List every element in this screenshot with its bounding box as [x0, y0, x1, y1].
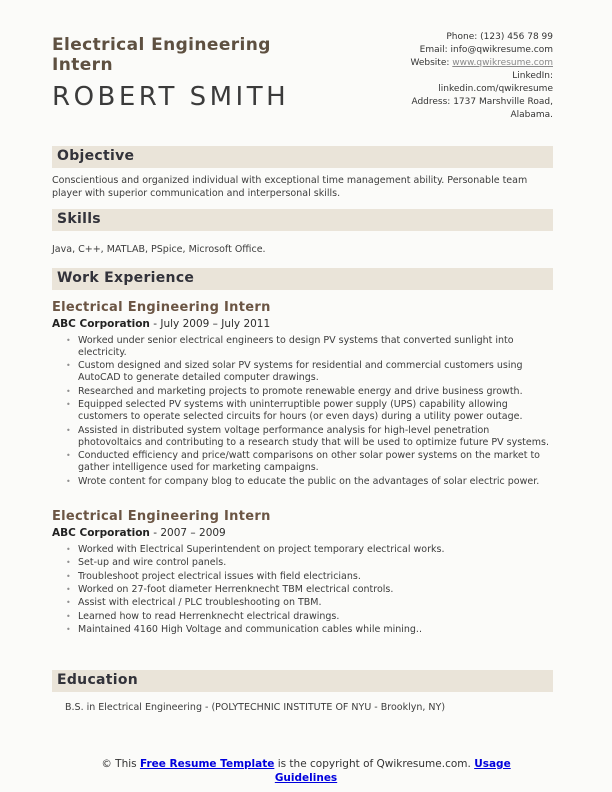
list-item: • Worked on 27-foot diameter Herrenknecht TBM electrical controls. [65, 584, 553, 596]
skills-text: Java, C++, MATLAB, PSpice, Microsoft Office. [52, 244, 266, 255]
header-left [52, 31, 327, 122]
objective-text: Conscientious and organized individual with exceptional time management ability. Personable team player with superior communication and interpersonal skills. [52, 175, 528, 199]
section-heading-skills: Skills [52, 209, 553, 231]
footer-middle: is the copyright of Qwikresume.com. [274, 758, 475, 770]
candidate-name: ROBERT SMITH [52, 82, 290, 112]
usage-guidelines-link[interactable]: Usage Guidelines [274, 758, 511, 784]
job1-company: ABC Corporation [52, 317, 150, 330]
job1-bullet-list [65, 335, 553, 489]
job1-title: Electrical Engineering Intern [52, 299, 271, 315]
footer-copyright [81, 757, 531, 785]
job2-company-line [52, 527, 553, 539]
list-item: • Worked with Electrical Superintendent on project temporary electrical works. [65, 544, 553, 556]
job2-bullet-list [65, 544, 553, 636]
job1-dates: - July 2009 – July 2011 [153, 317, 271, 330]
list-item: • Set-up and wire control panels. [65, 557, 553, 569]
list-item: • Researched and marketing projects to promote renewable energy and drive business growth. [65, 386, 553, 398]
job2-dates: - 2007 – 2009 [153, 527, 226, 540]
list-item: • Equipped selected PV systems with uninterruptible power supply (UPS) capability allowing customers to operate selected circuits for hours (or even days) during a utility power outage. [65, 399, 553, 424]
contact-email: Email: info@qwikresume.com [419, 45, 553, 55]
contact-website-label: Website: [410, 58, 453, 68]
contact-address-line2: Alabama. [510, 110, 553, 120]
list-item: • Conducted efficiency and price/watt comparisons on other solar power systems on the market to gather intelligence used for marketing campaigns. [65, 450, 553, 475]
list-item: • Custom designed and sized solar PV systems for residential and commercial customers using AutoCAD to generate detailed computer drawings. [65, 360, 553, 385]
job1-company-line [52, 318, 553, 330]
footer-prefix: © This [101, 758, 140, 770]
list-item: • Assist with electrical / PLC troubleshooting on TBM. [65, 597, 553, 609]
contact-block [327, 31, 553, 122]
section-heading-objective: Objective [52, 146, 553, 168]
section-heading-education: Education [52, 670, 553, 692]
list-item: • Worked under senior electrical engineers to design PV systems that converted sunlight into electricity. [65, 335, 553, 360]
job2-company: ABC Corporation [52, 527, 150, 540]
contact-website [327, 57, 553, 70]
contact-address-line1: Address: 1737 Marshville Road, [411, 97, 553, 107]
contact-phone: Phone: (123) 456 78 99 [446, 32, 553, 42]
list-item: • Learned how to read Herrenknecht electrical drawings. [65, 611, 553, 623]
contact-linkedin-value: linkedin.com/qwikresume [438, 84, 553, 94]
job2-title: Electrical Engineering Intern [52, 509, 271, 525]
section-heading-work-experience: Work Experience [52, 268, 553, 290]
list-item: • Assisted in distributed system voltage performance analysis for high-level penetration photovoltaics and contributing to a research study that will be used to optimize future PV systems. [65, 425, 553, 450]
website-link[interactable]: www.qwikresume.com [452, 58, 553, 68]
list-item: • Maintained 4160 High Voltage and communication cables while mining.. [65, 624, 553, 636]
free-resume-template-link[interactable]: Free Resume Template [139, 758, 275, 770]
contact-linkedin-label: LinkedIn: [512, 71, 553, 81]
header [52, 31, 553, 122]
resume-job-title: Electrical Engineering Intern [52, 35, 271, 75]
education-text: B.S. in Electrical Engineering - (POLYTECHNIC INSTITUTE OF NYU - Brooklyn, NY) [65, 702, 446, 714]
list-item: • Wrote content for company blog to educate the public on the advantages of solar electric power. [65, 476, 553, 488]
list-item: • Troubleshoot project electrical issues with field electricians. [65, 571, 553, 583]
